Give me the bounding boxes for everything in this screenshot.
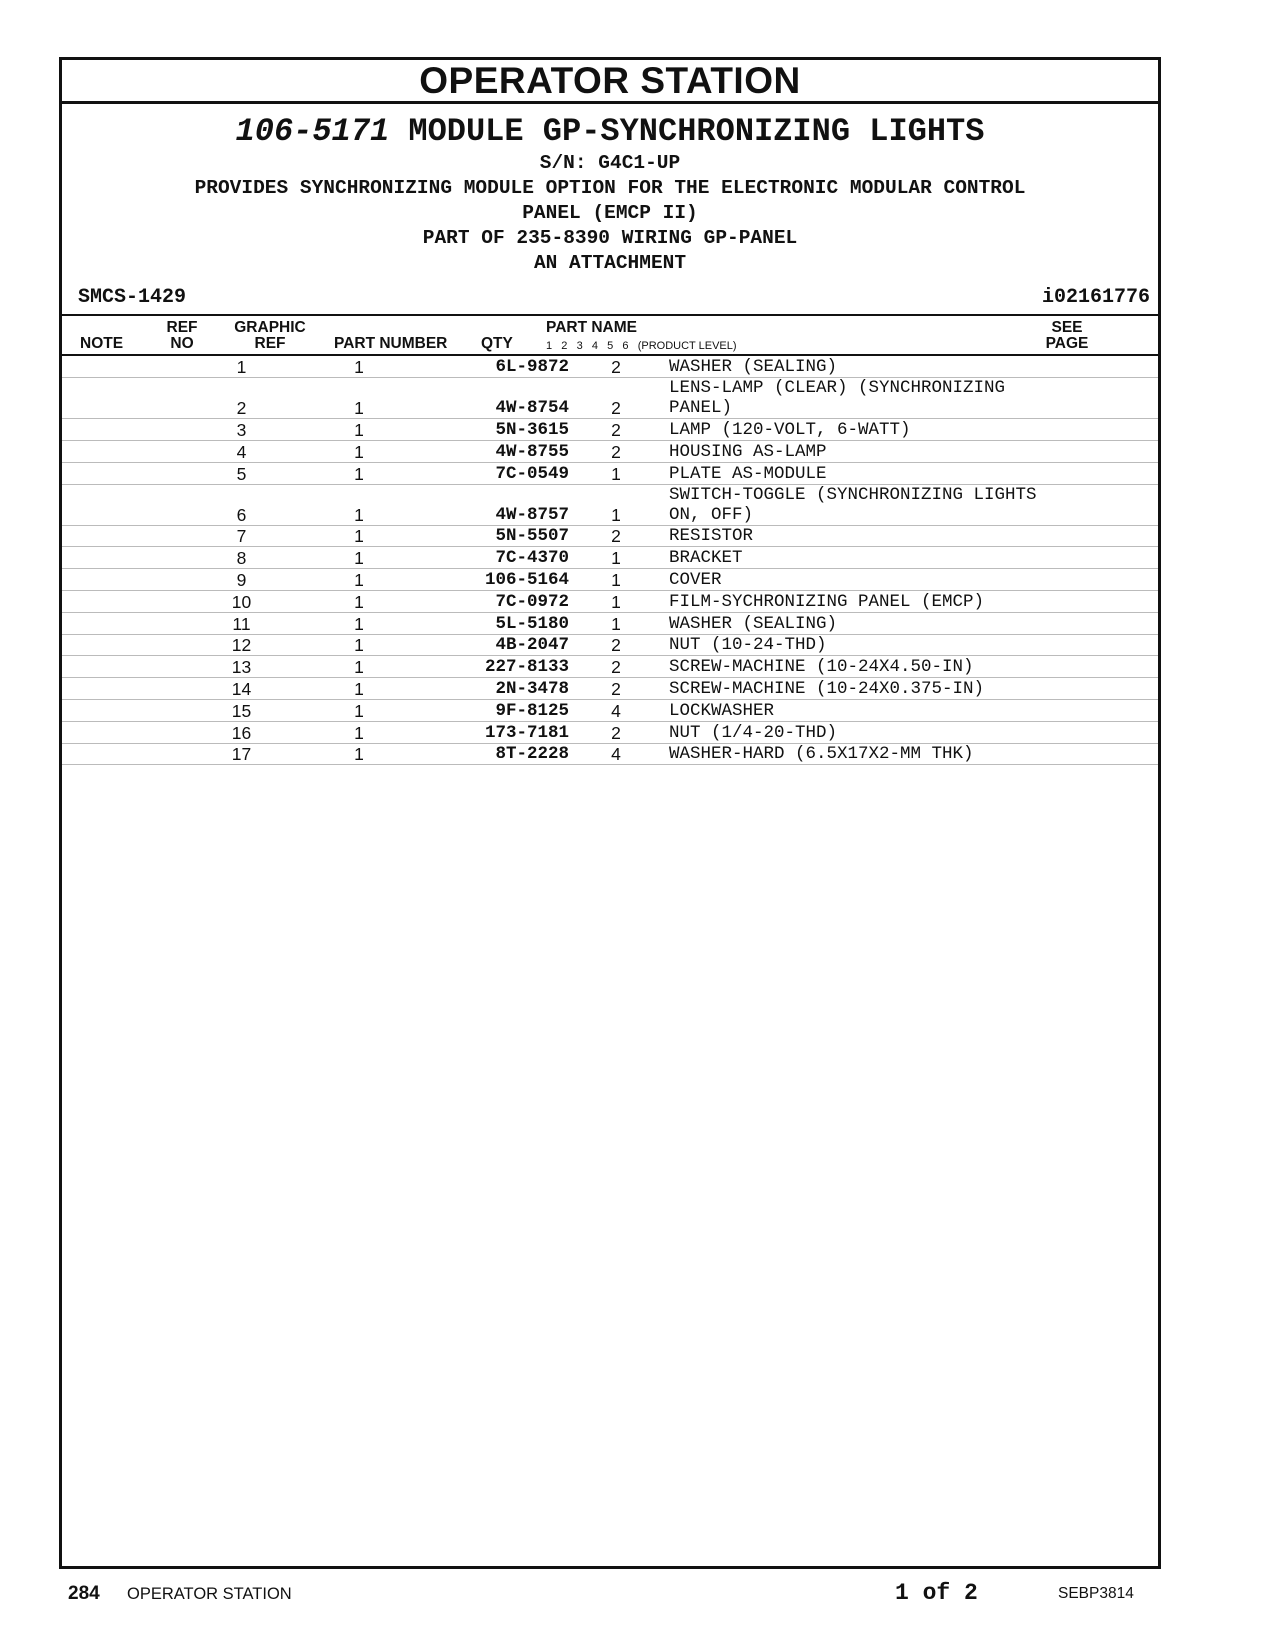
attachment-line: AN ATTACHMENT: [533, 252, 687, 274]
see-page-cell: [1078, 547, 1158, 569]
ref-no-cell: 1: [62, 356, 301, 378]
part-name-cell: WASHER (SEALING): [663, 356, 1078, 378]
graphic-ref-cell: 1: [301, 743, 389, 765]
page-title: [62, 113, 1158, 151]
header-part-number: PART NUMBER: [334, 335, 448, 352]
group-title: MODULE GP-SYNCHRONIZING LIGHTS: [408, 113, 985, 150]
header-note: NOTE: [80, 335, 124, 352]
table-row: [62, 462, 1158, 484]
part-name-cell: WASHER-HARD (6.5X17X2-MM THK): [663, 743, 1078, 765]
ref-no-cell: 16: [62, 721, 301, 743]
footer-section: OPERATOR STATION: [127, 1585, 292, 1603]
see-page-cell: [1078, 356, 1158, 378]
table-row: [62, 678, 1158, 700]
part-name-cell: FILM-SYCHRONIZING PANEL (EMCP): [663, 591, 1078, 613]
part-number-cell: 2N-3478: [389, 678, 569, 700]
ref-no-cell: 7: [62, 525, 301, 547]
parts-table: [62, 356, 1158, 765]
see-page-cell: [1078, 634, 1158, 656]
header-see-page: [1042, 320, 1092, 352]
part-name-cell: SCREW-MACHINE (10-24X0.375-IN): [663, 678, 1078, 700]
qty-cell: 4: [569, 700, 663, 722]
header-graphic-ref-line-1: GRAPHIC: [234, 319, 306, 336]
graphic-ref-cell: 1: [301, 721, 389, 743]
part-name-cell: NUT (1/4-20-THD): [663, 721, 1078, 743]
part-number-cell: 7C-0549: [389, 462, 569, 484]
qty-cell: 1: [569, 591, 663, 613]
see-page-cell: [1078, 612, 1158, 634]
part-name-cell: COVER: [663, 569, 1078, 591]
see-page-cell: [1078, 591, 1158, 613]
see-page-cell: [1078, 419, 1158, 441]
graphic-ref-cell: 1: [301, 462, 389, 484]
part-name-cell: LENS-LAMP (CLEAR) (SYNCHRONIZING PANEL): [663, 378, 1078, 419]
page-frame: [59, 57, 1161, 1569]
part-number-cell: 8T-2228: [389, 743, 569, 765]
table-row: [62, 612, 1158, 634]
table-row: [62, 441, 1158, 463]
header-ref-no-line-1: REF: [166, 319, 198, 336]
table-row: [62, 484, 1158, 525]
see-page-cell: [1078, 678, 1158, 700]
table-row: [62, 634, 1158, 656]
qty-cell: 1: [569, 484, 663, 525]
see-page-cell: [1078, 378, 1158, 419]
see-page-cell: [1078, 721, 1158, 743]
table-row: [62, 547, 1158, 569]
qty-cell: 2: [569, 419, 663, 441]
ref-no-cell: 17: [62, 743, 301, 765]
illustration-id: i02161776: [1041, 286, 1150, 309]
qty-cell: 1: [569, 569, 663, 591]
part-number-cell: 4W-8754: [389, 378, 569, 419]
header-part-name: PART NAME: [546, 319, 637, 336]
qty-cell: 2: [569, 721, 663, 743]
qty-cell: 4: [569, 743, 663, 765]
header-qty: QTY: [481, 335, 513, 352]
table-row: [62, 591, 1158, 613]
see-page-cell: [1078, 462, 1158, 484]
ref-no-cell: 6: [62, 484, 301, 525]
description-line-2: PANEL (EMCP II): [522, 202, 698, 224]
part-name-cell: LOCKWASHER: [663, 700, 1078, 722]
part-number-cell: 5N-5507: [389, 525, 569, 547]
page-of: 1 of 2: [895, 1580, 978, 1606]
part-number-cell: 4W-8757: [389, 484, 569, 525]
graphic-ref-cell: 1: [301, 656, 389, 678]
graphic-ref-cell: 1: [301, 441, 389, 463]
graphic-ref-cell: 1: [301, 419, 389, 441]
part-name-cell: SWITCH-TOGGLE (SYNCHRONIZING LIGHTS ON, OFF): [663, 484, 1078, 525]
header-ref-no-line-2: NO: [170, 335, 194, 352]
see-page-cell: [1078, 700, 1158, 722]
graphic-ref-cell: 1: [301, 612, 389, 634]
table-row: [62, 700, 1158, 722]
table-row: [62, 378, 1158, 419]
graphic-ref-cell: 1: [301, 525, 389, 547]
table-row: [62, 743, 1158, 765]
graphic-ref-cell: 1: [301, 700, 389, 722]
graphic-ref-cell: 1: [301, 547, 389, 569]
column-headers: [62, 316, 1158, 356]
graphic-ref-cell: 1: [301, 591, 389, 613]
part-number-cell: 4B-2047: [389, 634, 569, 656]
group-part-number: 106-5171: [235, 113, 390, 150]
ref-no-cell: 3: [62, 419, 301, 441]
qty-cell: 2: [569, 356, 663, 378]
graphic-ref-cell: 1: [301, 378, 389, 419]
part-name-cell: PLATE AS-MODULE: [663, 462, 1078, 484]
part-number-cell: 173-7181: [389, 721, 569, 743]
table-row: [62, 525, 1158, 547]
ref-no-cell: 10: [62, 591, 301, 613]
header-graphic-ref-line-2: REF: [254, 335, 286, 352]
part-number-cell: 7C-4370: [389, 547, 569, 569]
qty-cell: 2: [569, 678, 663, 700]
ref-no-cell: 12: [62, 634, 301, 656]
table-row: [62, 656, 1158, 678]
part-number-cell: 106-5164: [389, 569, 569, 591]
see-page-cell: [1078, 743, 1158, 765]
see-page-cell: [1078, 656, 1158, 678]
serial-number-line: S/N: G4C1-UP: [539, 152, 681, 174]
parts-table-body: [62, 356, 1158, 765]
part-number-cell: 227-8133: [389, 656, 569, 678]
qty-cell: 2: [569, 525, 663, 547]
header-ref-no: [162, 320, 202, 352]
qty-cell: 1: [569, 612, 663, 634]
part-number-cell: 9F-8125: [389, 700, 569, 722]
qty-cell: 1: [569, 547, 663, 569]
part-name-cell: SCREW-MACHINE (10-24X4.50-IN): [663, 656, 1078, 678]
graphic-ref-cell: 1: [301, 634, 389, 656]
ref-no-cell: 13: [62, 656, 301, 678]
ref-no-cell: 14: [62, 678, 301, 700]
ref-no-cell: 4: [62, 441, 301, 463]
see-page-cell: [1078, 525, 1158, 547]
see-page-cell: [1078, 441, 1158, 463]
part-name-cell: NUT (10-24-THD): [663, 634, 1078, 656]
header-see-page-line-2: PAGE: [1045, 335, 1089, 352]
part-name-cell: HOUSING AS-LAMP: [663, 441, 1078, 463]
ref-no-cell: 15: [62, 700, 301, 722]
description-line-1: PROVIDES SYNCHRONIZING MODULE OPTION FOR THE ELECTRONIC MODULAR CONTROL: [194, 177, 1026, 199]
table-row: [62, 356, 1158, 378]
page-footer: [0, 1580, 1275, 1623]
part-number-cell: 6L-9872: [389, 356, 569, 378]
header-product-levels: 1 2 3 4 5 6 (PRODUCT LEVEL): [546, 340, 737, 352]
part-name-cell: LAMP (120-VOLT, 6-WATT): [663, 419, 1078, 441]
table-row: [62, 721, 1158, 743]
ref-no-cell: 9: [62, 569, 301, 591]
qty-cell: 2: [569, 378, 663, 419]
ref-no-cell: 8: [62, 547, 301, 569]
ref-no-cell: 2: [62, 378, 301, 419]
header-see-page-line-1: SEE: [1051, 319, 1083, 336]
part-number-cell: 4W-8755: [389, 441, 569, 463]
part-number-cell: 5N-3615: [389, 419, 569, 441]
qty-cell: 2: [569, 656, 663, 678]
document-id: SEBP3814: [1058, 1585, 1134, 1602]
meta-row: [62, 284, 1158, 316]
table-row: [62, 569, 1158, 591]
graphic-ref-cell: 1: [301, 356, 389, 378]
part-name-cell: RESISTOR: [663, 525, 1078, 547]
graphic-ref-cell: 1: [301, 484, 389, 525]
graphic-ref-cell: 1: [301, 678, 389, 700]
smcs-code: SMCS-1429: [78, 286, 187, 309]
part-name-cell: WASHER (SEALING): [663, 612, 1078, 634]
part-of-line: PART OF 235-8390 WIRING GP-PANEL: [422, 227, 798, 249]
part-number-cell: 5L-5180: [389, 612, 569, 634]
see-page-cell: [1078, 484, 1158, 525]
ref-no-cell: 5: [62, 462, 301, 484]
heading-block: [62, 113, 1158, 276]
see-page-cell: [1078, 569, 1158, 591]
part-number-cell: 7C-0972: [389, 591, 569, 613]
ref-no-cell: 11: [62, 612, 301, 634]
section-title: OPERATOR STATION: [62, 60, 1158, 104]
page-number: 284: [68, 1583, 100, 1604]
graphic-ref-cell: 1: [301, 569, 389, 591]
qty-cell: 1: [569, 462, 663, 484]
table-row: [62, 419, 1158, 441]
header-graphic-ref: [230, 320, 310, 352]
qty-cell: 2: [569, 634, 663, 656]
qty-cell: 2: [569, 441, 663, 463]
part-name-cell: BRACKET: [663, 547, 1078, 569]
